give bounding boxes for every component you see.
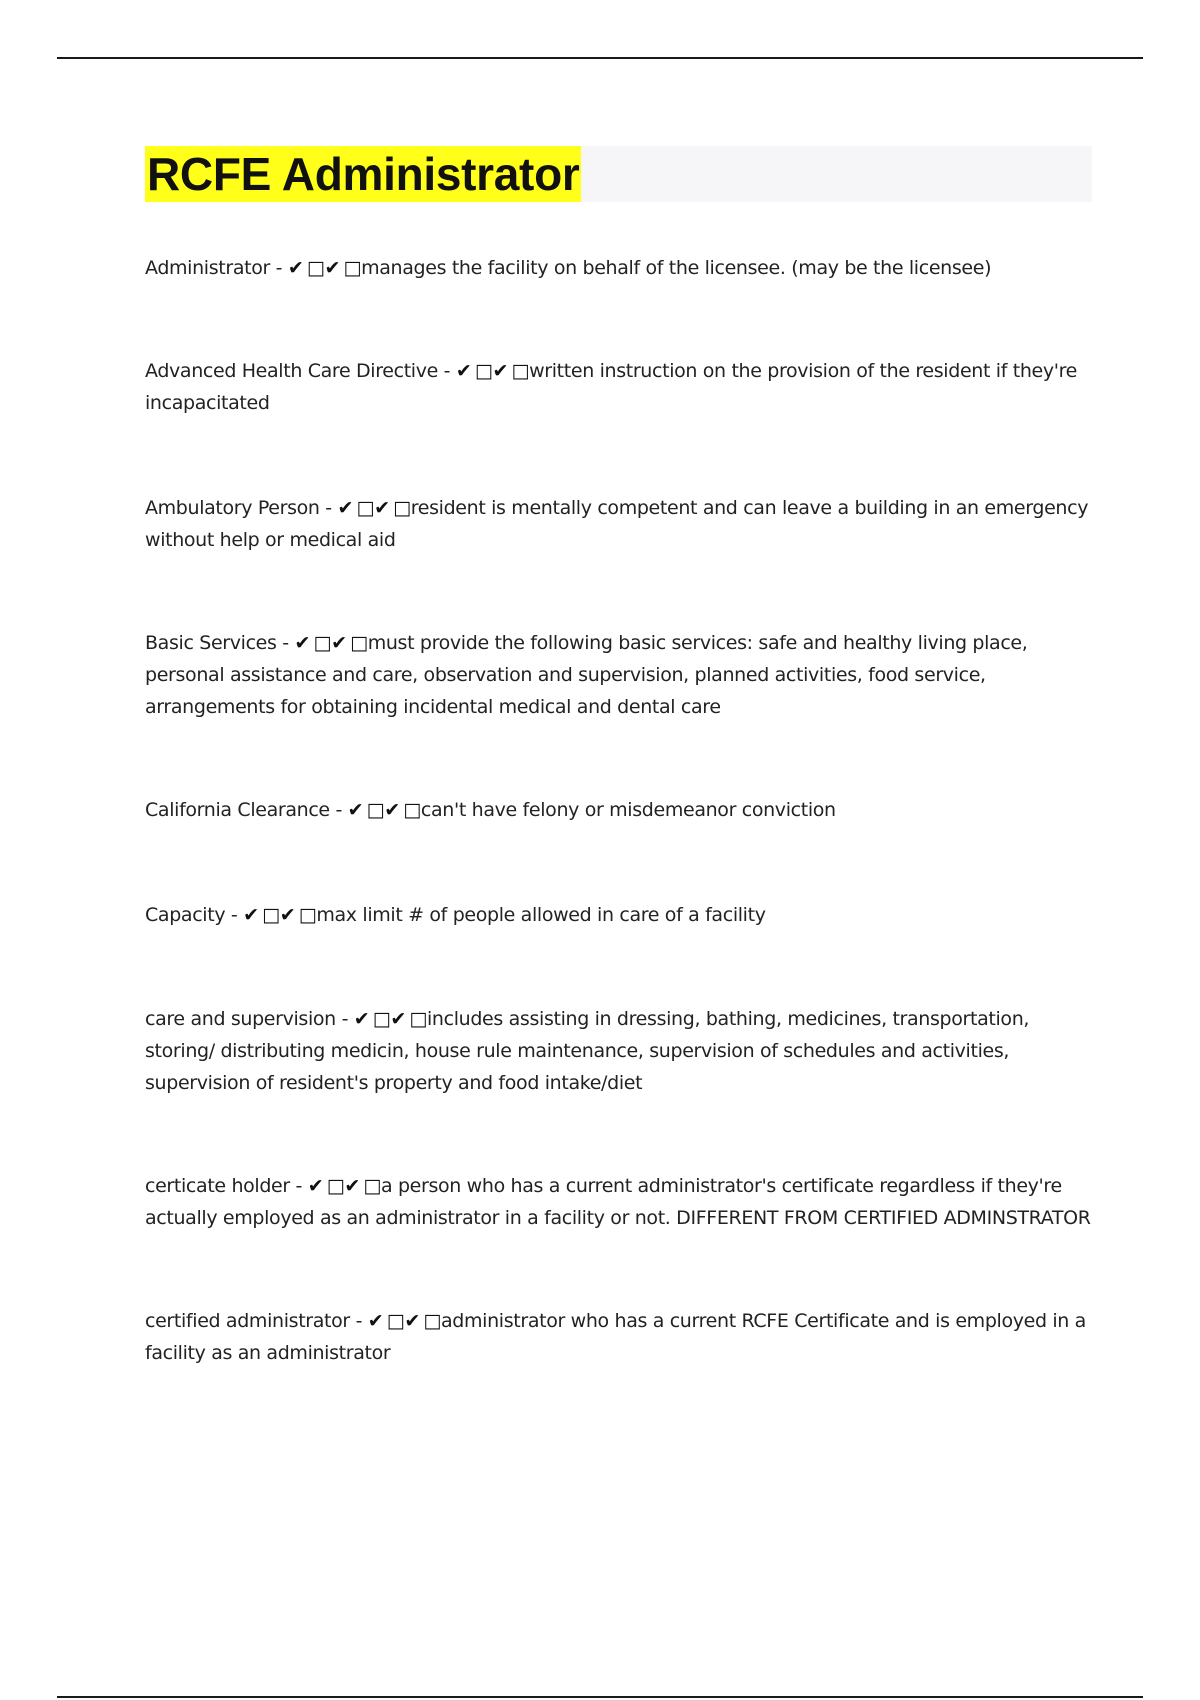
glossary-entry: [145, 1305, 1095, 1369]
check-mark-icon: ✔ □✔ □: [353, 1008, 427, 1030]
entry-definition: manages the facility on behalf of the licensee. (may be the licensee): [361, 257, 992, 279]
entry-definition: must provide the following basic services: safe and healthy living place, personal assistance and care, observation and supervision, planned activities, food service, arrangements for obtaining incidental medical and dental care: [145, 632, 1028, 718]
check-mark-icon: ✔ □✔ □: [243, 904, 317, 926]
entry-separator: -: [276, 632, 295, 654]
glossary-entry: [145, 252, 1095, 284]
entry-separator: -: [349, 1310, 368, 1332]
entry-definition: max limit # of people allowed in care of a facility: [316, 904, 766, 926]
entry-separator: -: [225, 904, 244, 926]
entry-definition: administrator who has a current RCFE Certificate and is employed in a facility as an administrator: [145, 1310, 1086, 1364]
entry-term: Capacity: [145, 904, 226, 926]
glossary-entry: [145, 627, 1095, 723]
glossary-entry: [145, 899, 1095, 931]
entry-separator: -: [289, 1175, 308, 1197]
check-mark-icon: ✔ □✔ □: [337, 497, 411, 519]
entry-term: Basic Services: [145, 632, 277, 654]
entry-definition: written instruction on the provision of the resident if they're incapacitated: [145, 360, 1078, 414]
check-mark-icon: ✔ □✔ □: [367, 1310, 442, 1332]
entry-term: certified administrator: [145, 1310, 350, 1332]
entry-term: Administrator: [145, 257, 270, 279]
entry-separator: -: [335, 1008, 354, 1030]
check-mark-icon: ✔ □✔ □: [307, 1175, 381, 1197]
check-mark-icon: ✔ □✔ □: [455, 360, 530, 382]
glossary-entry: [145, 492, 1095, 556]
entry-term: care and supervision: [145, 1008, 336, 1030]
glossary-entry: [145, 794, 1095, 826]
entry-term: Advanced Health Care Directive: [145, 360, 438, 382]
title-bar: [145, 146, 1092, 202]
check-mark-icon: ✔ □✔ □: [287, 257, 362, 279]
entry-term: California Clearance: [145, 799, 330, 821]
entry-separator: -: [269, 257, 288, 279]
bottom-rule: [57, 1696, 1143, 1698]
entry-definition: resident is mentally competent and can leave a building in an emergency without help or medical aid: [145, 497, 1089, 551]
glossary-entry: [145, 1003, 1095, 1099]
entry-term: Ambulatory Person: [145, 497, 320, 519]
entry-definition: can't have felony or misdemeanor conviction: [420, 799, 836, 821]
entry-separator: -: [329, 799, 348, 821]
check-mark-icon: ✔ □✔ □: [294, 632, 368, 654]
top-rule: [57, 57, 1143, 59]
glossary-entry: [145, 355, 1095, 419]
document-title: RCFE Administrator: [147, 148, 580, 200]
entry-separator: -: [319, 497, 338, 519]
glossary-entry: [145, 1170, 1095, 1234]
entry-separator: -: [437, 360, 456, 382]
entry-definition: a person who has a current administrator's certificate regardless if they're actually employed as an administrator in a facility or not. DIFFERENT FROM CERTIFIED ADMINSTRATOR: [145, 1175, 1091, 1229]
check-mark-icon: ✔ □✔ □: [347, 799, 421, 821]
entry-term: certicate holder: [145, 1175, 290, 1197]
entry-definition: includes assisting in dressing, bathing, medicines, transportation, storing/ distributing medicin, house rule maintenance, supervision of schedules and activities, supervision of resident's property and food intake/diet: [145, 1008, 1030, 1094]
